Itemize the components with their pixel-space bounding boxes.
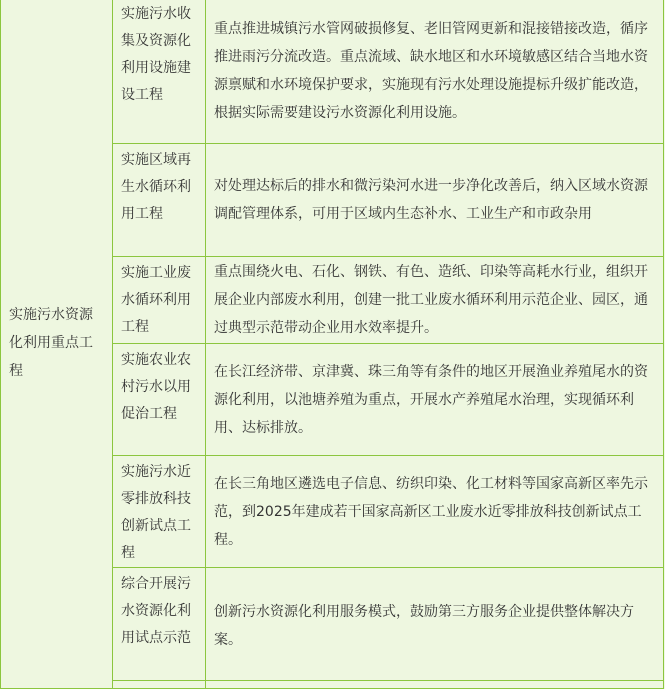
table-row: [1, 0, 664, 144]
category-cell: [1, 0, 113, 689]
project-desc-cell: [206, 456, 664, 568]
project-name: 实施农业农村污水以用促治工程: [121, 352, 191, 422]
project-name: 实施区域再生水循环利用工程: [121, 152, 191, 222]
project-name: 综合开展污水资源化利用试点示范: [121, 576, 191, 646]
category-label: 实施污水资源化利用重点工程: [9, 307, 93, 379]
project-desc: 重点围绕火电、石化、钢铁、有色、造纸、印染等高耗水行业，组织开展企业内部废水利用，创建一批工业废水循环利用示范企业、园区，通过典型示范带动企业用水效率提升。: [214, 264, 648, 336]
project-desc-cell: [206, 344, 664, 456]
project-name: 实施污水近零排放科技创新试点工程: [121, 464, 191, 561]
project-name-cell: [113, 456, 206, 568]
project-name-cell: [113, 344, 206, 456]
project-desc-cell: [206, 144, 664, 257]
project-name-cell: [113, 568, 206, 681]
project-desc: 在长江经济带、京津冀、珠三角等有条件的地区开展渔业养殖尾水的资源化利用，以池塘养殖为重点，开展水产养殖尾水治理，实现循环利用、达标排放。: [214, 363, 648, 436]
project-name-cell: [113, 257, 206, 344]
project-name-cell: [113, 0, 206, 144]
project-desc-cell: [206, 0, 664, 144]
project-desc: 对处理达标后的排水和微污染河水进一步净化改善后，纳入区域水资源调配管理体系，可用于区域内生态补水、工业生产和市政杂用: [214, 178, 648, 222]
project-desc: 重点推进城镇污水管网破损修复、老旧管网更新和混接错接改造，循序推进雨污分流改造。重点流域、缺水地区和水环境敏感区结合当地水资源禀赋和水环境保护要求，实施现有污水处理设施提标升级扩能改造，根据实际需要建设污水资源化利用设施。: [214, 20, 648, 121]
project-name: 实施工业废水循环利用工程: [121, 265, 191, 335]
project-name-cell: [113, 144, 206, 257]
project-desc-cell: [206, 257, 664, 344]
project-desc-cell: [206, 568, 664, 681]
project-desc: 创新污水资源化利用服务模式，鼓励第三方服务企业提供整体解决方案。: [214, 604, 634, 648]
project-name: 实施污水收集及资源化利用设施建设工程: [121, 6, 191, 103]
project-desc: 在长三角地区遴选电子信息、纺织印染、化工材料等国家高新区率先示范，到2025年建成若干国家高新区工业废水近零排放科技创新试点工程。: [214, 475, 648, 548]
